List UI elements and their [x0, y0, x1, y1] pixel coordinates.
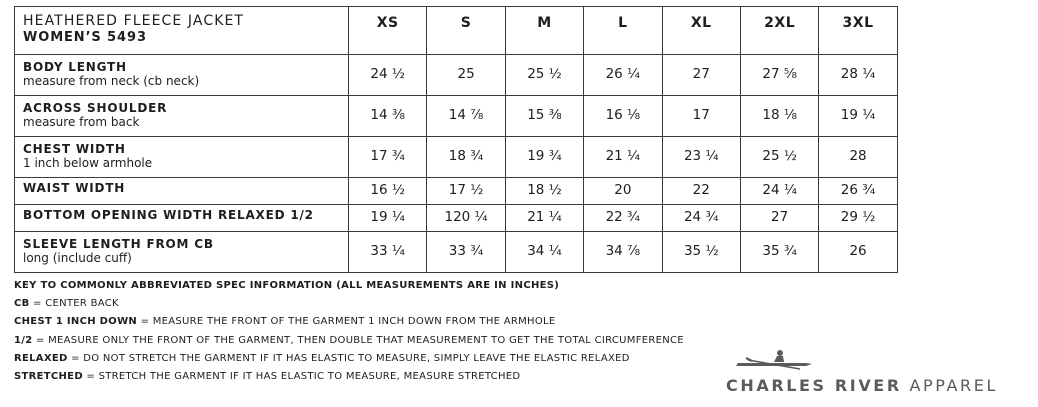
value-cell: 25 ½ [740, 137, 818, 178]
value-cell: 27 [662, 55, 740, 96]
key-definition: = DO NOT STRETCH THE GARMENT IF IT HAS ELASTIC TO MEASURE, SIMPLY LEAVE THE ELASTIC RELAXED [71, 352, 630, 364]
key-item [14, 295, 684, 313]
abbreviation-key [14, 277, 684, 386]
table-row-across-shoulder [15, 96, 898, 137]
value-cell: 23 ¼ [662, 137, 740, 178]
key-term: RELAXED [14, 352, 68, 364]
table-row-waist-width [15, 178, 898, 205]
value-cell: 21 ¼ [584, 137, 662, 178]
value-cell: 22 [662, 178, 740, 205]
key-item [14, 350, 684, 368]
key-term: CB [14, 298, 30, 310]
row-title: BOTTOM OPENING WIDTH RELAXED 1/2 [23, 208, 314, 222]
value-cell: 26 [819, 232, 897, 273]
size-header-3xl: 3XL [819, 7, 897, 55]
value-cell: 14 ⅜ [349, 96, 427, 137]
size-header-l: L [584, 7, 662, 55]
key-heading: KEY TO COMMONLY ABBREVIATED SPEC INFORMATION (ALL MEASUREMENTS ARE IN INCHES) [14, 280, 560, 291]
key-term: 1/2 [14, 334, 33, 346]
value-cell: 35 ¾ [740, 232, 818, 273]
value-cell: 35 ½ [662, 232, 740, 273]
brand-name: CHARLES RIVER [726, 376, 902, 395]
header-row [15, 7, 898, 55]
value-cell: 19 ¼ [349, 205, 427, 232]
table-row-body-length [15, 55, 898, 96]
key-item [14, 368, 684, 386]
row-label-cell [15, 55, 349, 96]
key-definition: = STRETCH THE GARMENT IF IT HAS ELASTIC TO MEASURE, MEASURE STRETCHED [86, 371, 521, 383]
value-cell: 19 ¾ [505, 137, 583, 178]
value-cell: 33 ¾ [427, 232, 505, 273]
table-row-sleeve-length [15, 232, 898, 273]
key-definition: = MEASURE THE FRONT OF THE GARMENT 1 INCH DOWN FROM THE ARMHOLE [140, 316, 556, 328]
row-subtitle: long (include cuff) [23, 251, 132, 265]
value-cell: 28 ¼ [819, 55, 897, 96]
key-definition: = CENTER BACK [33, 298, 119, 310]
value-cell: 28 [819, 137, 897, 178]
value-cell: 15 ⅜ [505, 96, 583, 137]
size-header-s: S [427, 7, 505, 55]
value-cell: 22 ¾ [584, 205, 662, 232]
key-term: CHEST 1 INCH DOWN [14, 316, 138, 328]
row-title: BODY LENGTH [23, 60, 127, 74]
value-cell: 24 ¾ [662, 205, 740, 232]
value-cell: 34 ¼ [505, 232, 583, 273]
value-cell: 17 ¾ [349, 137, 427, 178]
brand-suffix: APPAREL [909, 376, 998, 395]
key-definition: = MEASURE ONLY THE FRONT OF THE GARMENT, THEN DOUBLE THAT MEASUREMENT TO GET THE TOTAL CIRCUMFERENCE [35, 334, 684, 346]
value-cell: 33 ¼ [349, 232, 427, 273]
value-cell: 24 ¼ [740, 178, 818, 205]
value-cell: 27 ⅝ [740, 55, 818, 96]
table-row-bottom-opening [15, 205, 898, 232]
value-cell: 17 [662, 96, 740, 137]
value-cell: 16 ⅛ [584, 96, 662, 137]
product-style: WOMEN’S 5493 [23, 30, 147, 45]
size-chart-table [14, 6, 898, 273]
key-item [14, 313, 684, 331]
value-cell: 120 ¼ [427, 205, 505, 232]
value-cell: 18 ¾ [427, 137, 505, 178]
rower-icon [734, 348, 814, 372]
row-subtitle: 1 inch below armhole [23, 156, 153, 170]
value-cell: 24 ½ [349, 55, 427, 96]
value-cell: 26 ¾ [819, 178, 897, 205]
row-title: ACROSS SHOULDER [23, 101, 168, 115]
value-cell: 26 ¼ [584, 55, 662, 96]
brand-wordmark [726, 376, 998, 395]
size-header-m: M [505, 7, 583, 55]
size-header-2xl: 2XL [740, 7, 818, 55]
brand-logo [726, 348, 1026, 396]
row-subtitle: measure from neck (cb neck) [23, 74, 200, 88]
size-header-xs: XS [349, 7, 427, 55]
value-cell: 17 ½ [427, 178, 505, 205]
row-label-cell [15, 205, 349, 232]
value-cell: 34 ⅞ [584, 232, 662, 273]
size-header-xl: XL [662, 7, 740, 55]
value-cell: 14 ⅞ [427, 96, 505, 137]
value-cell: 27 [740, 205, 818, 232]
value-cell: 18 ⅛ [740, 96, 818, 137]
row-label-cell [15, 96, 349, 137]
value-cell: 25 ½ [505, 55, 583, 96]
product-title-cell [15, 7, 349, 55]
row-title: CHEST WIDTH [23, 142, 126, 156]
value-cell: 20 [584, 178, 662, 205]
row-label-cell [15, 178, 349, 205]
key-item [14, 332, 684, 350]
row-title: SLEEVE LENGTH FROM CB [23, 237, 214, 251]
value-cell: 21 ¼ [505, 205, 583, 232]
value-cell: 29 ½ [819, 205, 897, 232]
value-cell: 25 [427, 55, 505, 96]
value-cell: 19 ¼ [819, 96, 897, 137]
value-cell: 18 ½ [505, 178, 583, 205]
row-subtitle: measure from back [23, 115, 140, 129]
row-label-cell [15, 137, 349, 178]
row-label-cell [15, 232, 349, 273]
table-row-chest-width [15, 137, 898, 178]
key-term: STRETCHED [14, 371, 83, 383]
product-name: HEATHERED FLEECE JACKET [23, 13, 245, 29]
value-cell: 16 ½ [349, 178, 427, 205]
row-title: WAIST WIDTH [23, 181, 126, 195]
